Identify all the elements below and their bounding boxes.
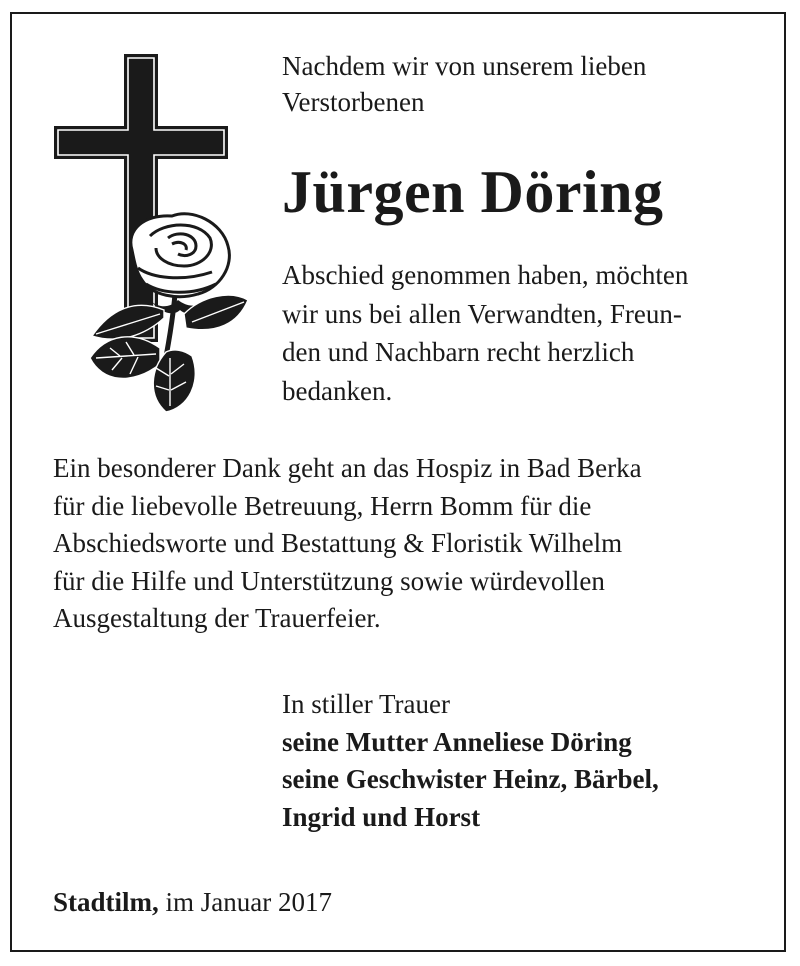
thanks-line: wir uns bei allen Verwandten, Freun-	[282, 298, 682, 329]
thanks-line: Ein besonderer Dank geht an das Hospiz in Bad Berka	[53, 453, 642, 483]
thanks-line: Abschiedsworte und Bestattung & Floristik Wilhelm	[53, 528, 623, 558]
deceased-name: Jürgen Döring	[282, 159, 664, 225]
thanks-line: den und Nachbarn recht herzlich	[282, 337, 635, 367]
mourner-line: seine Mutter Anneliese Döring	[282, 726, 632, 757]
cross-with-rose-icon	[52, 52, 252, 414]
intro-line: Nachdem wir von unserem lieben	[282, 51, 647, 81]
mourner-line: Ingrid und Horst	[282, 801, 481, 832]
thanks-long	[53, 450, 753, 638]
mourner-line: seine Geschwister Heinz, Bärbel,	[282, 764, 659, 794]
thanks-line: Abschied genommen haben, möchten	[282, 260, 689, 290]
mourners-block	[282, 686, 762, 836]
place-date	[53, 884, 653, 921]
thanks-line: für die liebevolle Betreuung, Herrn Bomm für die	[53, 490, 592, 521]
place: Stadtilm,	[53, 887, 159, 917]
intro-line: Verstorbenen	[282, 87, 425, 117]
thanks-line: Ausgestaltung der Trauerfeier.	[53, 603, 381, 633]
thanks-short	[282, 256, 762, 410]
thanks-line: bedanken.	[282, 375, 393, 406]
intro-text	[282, 48, 752, 120]
thanks-line: für die Hilfe und Unterstützung sowie würdevollen	[53, 565, 605, 596]
mourners-heading: In stiller Trauer	[282, 689, 450, 719]
date: im Januar 2017	[165, 887, 332, 917]
